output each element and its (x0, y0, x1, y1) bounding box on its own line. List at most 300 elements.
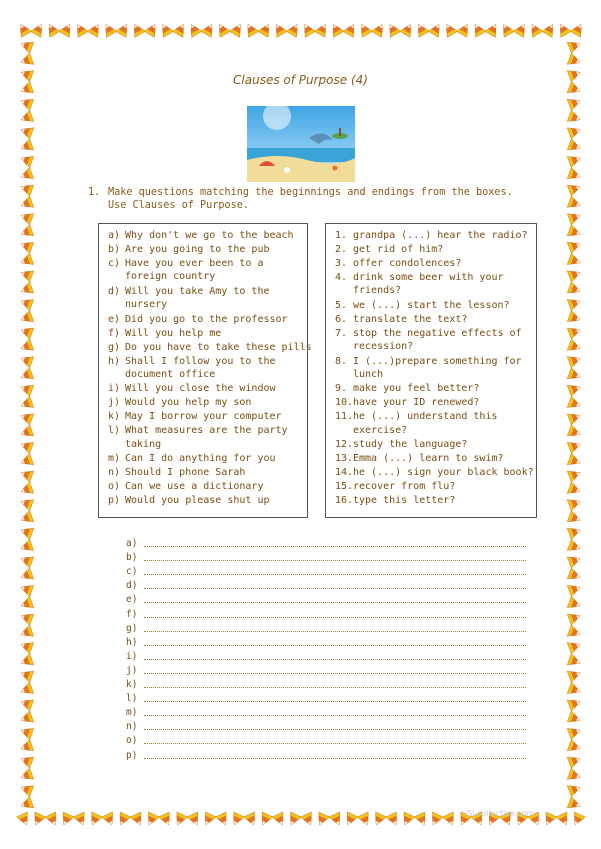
candy-corn (567, 739, 582, 754)
candy-corn (72, 21, 88, 37)
candy-corn (19, 368, 34, 383)
ending-item-text (353, 480, 455, 494)
beginning-item-label: p) (108, 495, 121, 507)
candy-corn (19, 453, 34, 468)
candy-corn (567, 610, 582, 625)
candy-corn (229, 812, 245, 827)
ending-item-text (353, 299, 510, 313)
beginning-item-line: Will you help me (125, 327, 222, 339)
candy-corn (567, 167, 582, 182)
beginning-item-label: f) (108, 327, 121, 339)
candy-corn (19, 596, 34, 611)
ending-item-label: 2. (335, 243, 348, 255)
beginning-item-label: n) (108, 467, 121, 479)
answer-dotted-line (144, 588, 526, 589)
ending-item-line: recession? (353, 341, 414, 353)
ending-item-line: study the language? (353, 439, 468, 451)
ending-item-label: 7. (335, 327, 348, 339)
candy-corn (342, 812, 358, 827)
beginning-item-line: Do you have to take these pills (125, 341, 312, 353)
ending-item-line: he (...) understand this (353, 411, 498, 423)
candy-corn (19, 53, 34, 68)
candy-corn (19, 782, 34, 797)
candy-corn (343, 21, 359, 37)
candy-corn (19, 753, 34, 768)
answer-dotted-line (144, 701, 526, 702)
candy-corn (570, 21, 586, 37)
candy-corn (19, 282, 34, 297)
candy-corn (172, 812, 188, 827)
candy-corn (87, 21, 103, 37)
candy-corn (567, 53, 582, 68)
ending-item-line: Emma (...) learn to swim? (353, 453, 504, 465)
candy-corn (567, 768, 582, 783)
candy-corn (567, 210, 582, 225)
ending-item-label: 4. (335, 271, 348, 283)
candy-corn (19, 496, 34, 511)
beginning-item-line: Would you please shut up (125, 495, 270, 507)
beginning-item-line: Should I phone Sarah (125, 467, 246, 479)
candy-corn (19, 253, 34, 268)
ending-item-line: drink some beer with your (353, 271, 504, 283)
candy-corn (19, 238, 34, 253)
beginning-item-label: h) (108, 355, 121, 367)
ending-item-line: I (...)prepare something for (353, 355, 522, 367)
answer-row (126, 678, 526, 692)
candy-corn (567, 225, 582, 240)
answer-dotted-line (144, 758, 526, 759)
beginning-item-label: e) (108, 313, 121, 325)
beginning-item-text (125, 424, 288, 451)
candy-corn (19, 381, 34, 396)
answer-label: m) (126, 707, 138, 719)
ending-item-label: 1. (335, 230, 348, 241)
candy-corn (272, 812, 288, 827)
candy-corn (73, 812, 89, 827)
ending-item-label: 9. (335, 383, 348, 395)
candy-corn (329, 812, 345, 827)
candy-corn (567, 596, 582, 611)
candy-corn (87, 812, 103, 827)
candy-corn (567, 467, 582, 482)
candy-corn (271, 21, 287, 37)
beginning-item-text (125, 285, 270, 312)
endings-box (325, 223, 537, 518)
candy-corn (527, 21, 543, 37)
candy-corn (567, 353, 582, 368)
ending-item-text (353, 382, 479, 396)
answer-dotted-line (144, 617, 526, 618)
ending-item-text (353, 438, 467, 452)
answer-label: g) (126, 622, 138, 634)
candy-corn (144, 812, 160, 827)
worksheet-title: Clauses of Purpose (4) (233, 73, 368, 87)
candy-corn (187, 812, 203, 827)
candy-corn (567, 639, 582, 654)
candy-corn (19, 110, 34, 125)
answer-label: e) (126, 594, 138, 606)
answer-dotted-line (144, 743, 526, 744)
candy-corn (567, 453, 582, 468)
ending-item-line: exercise? (353, 424, 408, 436)
ending-item-text (353, 452, 504, 466)
candy-corn (400, 21, 416, 37)
candy-corn (229, 21, 245, 37)
candy-corn (19, 467, 34, 482)
candy-corn (567, 682, 582, 697)
ending-item-text (353, 313, 467, 327)
instruction-number: 1. (88, 187, 101, 198)
instruction-text: Make questions matching the beginnings and endings from the boxes. Use Clauses of Purpose. (108, 187, 513, 211)
candy-corn (19, 124, 34, 139)
candy-corn (567, 539, 582, 554)
candy-corn (567, 410, 582, 425)
answer-row (126, 720, 526, 734)
candy-corn (457, 21, 473, 37)
candy-corn (286, 21, 302, 37)
candy-corn (414, 812, 430, 827)
candy-corn (19, 639, 34, 654)
ending-item-line: friends? (353, 285, 402, 297)
candy-corn (371, 812, 387, 827)
candy-corn (19, 625, 34, 640)
candy-corn (116, 21, 132, 37)
ending-item-label: 3. (335, 257, 348, 269)
candy-corn (567, 524, 582, 539)
ending-item-line: stop the negative effects of (353, 327, 522, 339)
answer-dotted-line (144, 729, 526, 730)
answer-row (126, 608, 526, 622)
answer-dotted-line (144, 546, 526, 547)
candy-corn (19, 696, 34, 711)
candy-corn (567, 496, 582, 511)
beach-illustration (247, 106, 355, 182)
candy-corn (567, 324, 582, 339)
ending-item-text (353, 396, 479, 410)
candy-corn (567, 381, 582, 396)
beginning-item-text (125, 466, 245, 480)
answer-label: n) (126, 721, 138, 733)
candy-corn (16, 812, 32, 827)
candy-corn (567, 368, 582, 383)
beginning-item-label: d) (108, 285, 121, 297)
ending-item-line: have your ID renewed? (353, 397, 480, 409)
candy-corn (19, 139, 34, 154)
candy-corn (567, 282, 582, 297)
candy-corn (315, 21, 331, 37)
candy-corn (567, 153, 582, 168)
beginning-item-text (125, 257, 263, 284)
candy-corn (244, 812, 260, 827)
beginning-item-text (125, 341, 312, 355)
candy-corn (19, 410, 34, 425)
candy-corn (567, 511, 582, 526)
answer-row (126, 537, 526, 551)
candy-corn (19, 181, 34, 196)
candy-corn (158, 21, 174, 37)
answer-row (126, 593, 526, 607)
candy-corn (300, 812, 316, 827)
candy-corn (215, 812, 231, 827)
candy-corn (485, 21, 501, 37)
candy-corn (567, 625, 582, 640)
ending-item-label: 10. (335, 397, 354, 409)
ending-item-line: offer condolences? (353, 257, 462, 269)
candy-corn (498, 21, 514, 37)
candy-corn (173, 21, 189, 37)
candy-corn (413, 21, 429, 37)
candy-corn (19, 225, 34, 240)
candy-corn (19, 582, 34, 597)
candy-corn (19, 167, 34, 182)
candy-corn (567, 439, 582, 454)
beginning-item-line: Can we use a dictionary (125, 481, 264, 493)
beginning-item-text (125, 327, 221, 341)
candy-corn (428, 21, 444, 37)
beginning-item-label: l) (108, 425, 121, 437)
answer-label: p) (126, 749, 138, 761)
candy-corn (567, 110, 582, 125)
answer-label: o) (126, 735, 138, 747)
candy-corn (19, 797, 34, 812)
candy-corn (567, 553, 582, 568)
candy-corn (555, 21, 571, 37)
candy-corn (567, 396, 582, 411)
beginning-item-label: k) (108, 411, 121, 423)
beginning-item-label: m) (108, 453, 121, 465)
ending-item-text (353, 355, 522, 382)
beginning-item-text (125, 396, 251, 410)
candy-corn (300, 21, 316, 37)
candy-corn (16, 21, 32, 37)
candy-corn (19, 610, 34, 625)
answer-label: j) (126, 664, 138, 676)
candy-corn (19, 353, 34, 368)
candy-corn (567, 339, 582, 354)
answer-row (126, 734, 526, 748)
beginning-item-label: b) (108, 243, 121, 255)
beginning-item-text (125, 410, 282, 424)
candy-corn (19, 210, 34, 225)
candy-corn (541, 812, 557, 827)
candy-corn (470, 21, 486, 37)
ending-item-line: lunch (353, 369, 384, 381)
beginning-item-line: nursery (125, 299, 168, 311)
answer-label: c) (126, 566, 138, 578)
beginning-item-line: Did you go to the professor (125, 313, 288, 325)
candy-corn (399, 812, 415, 827)
candy-corn (19, 296, 34, 311)
candy-corn (19, 396, 34, 411)
candy-corn (567, 425, 582, 440)
answer-row (126, 551, 526, 565)
candy-corn (513, 21, 529, 37)
answer-dotted-line (144, 631, 526, 632)
answer-dotted-line (144, 715, 526, 716)
answer-dotted-line (144, 659, 526, 660)
candy-corn (115, 812, 131, 827)
candy-corn (542, 21, 558, 37)
beginning-item-text (125, 382, 276, 396)
candy-corn (567, 753, 582, 768)
answer-row (126, 622, 526, 636)
candy-corn (19, 725, 34, 740)
beginning-item-text (125, 480, 263, 494)
answer-label: d) (126, 580, 138, 592)
answer-label: b) (126, 552, 138, 564)
answer-dotted-line (144, 673, 526, 674)
candy-corn (19, 667, 34, 682)
candy-corn (567, 181, 582, 196)
beginning-item-label: i) (108, 383, 121, 395)
candy-corn (356, 21, 372, 37)
ending-item-line: we (...) start the lesson? (353, 299, 510, 311)
candy-corn (30, 812, 46, 827)
candy-corn (19, 95, 34, 110)
candy-corn (144, 21, 160, 37)
candy-corn (442, 21, 458, 37)
beginning-item-text (125, 229, 294, 243)
beginning-item-line: Why don't we go to the beach (125, 230, 294, 241)
candy-corn (45, 812, 61, 827)
beginning-item-text (125, 452, 276, 466)
answer-row (126, 749, 526, 763)
candy-corn (442, 812, 458, 827)
candy-corn (567, 253, 582, 268)
candy-corn (567, 310, 582, 325)
beginning-item-line: Will you take Amy to the (125, 285, 270, 297)
candy-corn (567, 782, 582, 797)
candy-corn (130, 812, 146, 827)
ending-item-label: 8. (335, 355, 348, 367)
candy-corn (44, 21, 60, 37)
candy-corn (19, 339, 34, 354)
candy-corn (31, 21, 47, 37)
ending-item-label: 5. (335, 299, 348, 311)
candy-corn (129, 21, 145, 37)
ending-item-text (353, 257, 461, 271)
candy-corn (19, 511, 34, 526)
candy-corn (19, 553, 34, 568)
candy-corn (556, 812, 572, 827)
answer-dotted-line (144, 687, 526, 688)
candy-corn (257, 812, 273, 827)
answer-label: i) (126, 650, 138, 662)
answer-dotted-line (144, 645, 526, 646)
candy-corn (357, 812, 373, 827)
beginning-item-line: Can I do anything for you (125, 453, 276, 465)
beginnings-box (98, 223, 312, 518)
ending-item-label: 15. (335, 481, 354, 493)
answer-dotted-line (144, 574, 526, 575)
answer-label: a) (126, 538, 138, 549)
answer-dotted-line (144, 602, 526, 603)
beginning-item-line: foreign country (125, 271, 216, 283)
candy-corn (385, 21, 401, 37)
candy-corn (19, 682, 34, 697)
beginning-item-text (125, 243, 270, 257)
beginning-item-line: Will you close the window (125, 383, 276, 395)
candy-corn (570, 812, 586, 827)
answer-row (126, 664, 526, 678)
candy-corn (59, 21, 75, 37)
candy-corn (19, 153, 34, 168)
candy-corn (567, 139, 582, 154)
beginning-item-line: What measures are the party (125, 425, 288, 437)
candy-corn (286, 812, 302, 827)
candy-corn (19, 739, 34, 754)
candy-corn (567, 725, 582, 740)
candy-corn (567, 696, 582, 711)
answer-row (126, 692, 526, 706)
candy-corn (567, 124, 582, 139)
ending-item-line: make you feel better? (353, 383, 480, 395)
ending-item-text (353, 466, 534, 480)
candy-corn (428, 812, 444, 827)
beginning-item-text (125, 494, 270, 508)
candy-corn (19, 38, 34, 53)
candy-corn (19, 267, 34, 282)
candy-corn (567, 582, 582, 597)
candy-corn (314, 812, 330, 827)
candy-corn (19, 425, 34, 440)
candy-corn (567, 95, 582, 110)
beginning-item-line: Shall I follow you to the (125, 355, 276, 367)
beginning-item-line: Would you help my son (125, 397, 252, 409)
candy-corn (19, 482, 34, 497)
candy-corn (567, 797, 582, 812)
ending-item-line: he (...) sign your black book? (353, 467, 534, 479)
candy-corn (102, 812, 118, 827)
ending-item-text (353, 229, 528, 243)
beginning-item-line: Have you ever been to a (125, 257, 264, 269)
ending-item-label: 16. (335, 495, 354, 507)
beginning-item-label: g) (108, 341, 121, 353)
ending-item-line: type this letter? (353, 495, 456, 507)
beginning-item-line: document office (125, 369, 216, 381)
candy-corn (19, 568, 34, 583)
beginning-item-label: o) (108, 481, 121, 493)
beginning-item-line: Are you going to the pub (125, 243, 270, 255)
ending-item-text (353, 494, 455, 508)
ending-item-text (353, 271, 504, 298)
ending-item-line: translate the text? (353, 313, 468, 325)
candy-corn (19, 768, 34, 783)
candy-corn (386, 812, 402, 827)
candy-corn (328, 21, 344, 37)
ending-item-line: recover from flu? (353, 481, 456, 493)
ending-item-line: get rid of him? (353, 243, 444, 255)
candy-corn (19, 439, 34, 454)
candy-corn (567, 296, 582, 311)
beginning-item-line: taking (125, 438, 162, 450)
candy-corn (567, 654, 582, 669)
beginning-item-label: j) (108, 397, 121, 409)
candy-corn (19, 310, 34, 325)
watermark: iSLcollective.com (465, 809, 535, 818)
answer-row (126, 706, 526, 720)
candy-corn (58, 812, 74, 827)
answer-row (126, 579, 526, 593)
candy-corn (567, 196, 582, 211)
candy-corn (371, 21, 387, 37)
candy-corn (567, 38, 582, 53)
candy-corn (567, 667, 582, 682)
candy-corn (19, 654, 34, 669)
ending-item-text (353, 410, 498, 437)
ending-item-text (353, 327, 522, 354)
candy-corn (200, 812, 216, 827)
